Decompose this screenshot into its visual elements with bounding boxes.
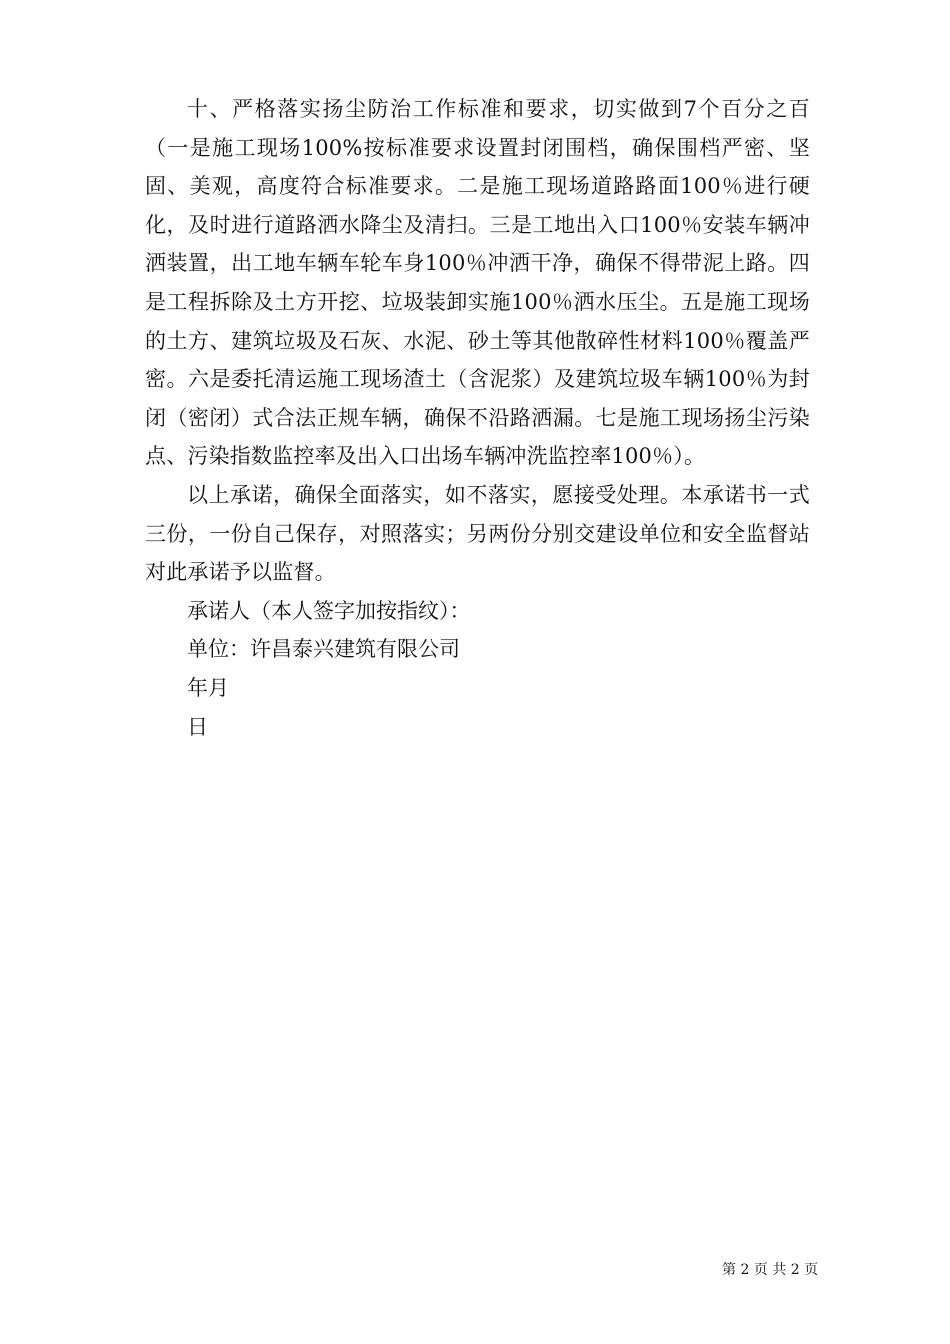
year-month-line: 年月 bbox=[187, 675, 229, 700]
page-number: 第 2 页 共 2 页 bbox=[722, 1262, 819, 1278]
document-body bbox=[145, 90, 810, 746]
unit-line: 单位：许昌泰兴建筑有限公司 bbox=[187, 637, 460, 662]
paragraph-dust-control: 十、严格落实扬尘防治工作标准和要求，切实做到7个百分之百（一是施工现场100%按标准要求设置封闭围档，确保围档严密、坚固、美观，高度符合标准要求。二是施工现场道路路面100％进行硬化，及时进行道路洒水降尘及清扫。三是工地出入口100％安装车辆冲洒装置，出工地车辆车轮车身100％冲洒干净，确保不得带泥上路。四是工程拆除及土方开挖、垃圾装卸实施100％洒水压尘。五是施工现场的土方、建筑垃圾及石灰、水泥、砂土等其他散碎性材料100％覆盖严密。六是委托清运施工现场渣土（含泥浆）及建筑垃圾车辆100％为封闭（密闭）式合法正规车辆，确保不沿路洒漏。七是施工现场扬尘污染点、污染指数监控率及出入口出场车辆冲洗监控率100％）。 bbox=[145, 97, 810, 469]
day-line: 日 bbox=[187, 714, 208, 739]
signer-line: 承诺人（本人签字加按指纹）： bbox=[187, 598, 471, 623]
paragraph-commitment: 以上承诺，确保全面落实，如不落实，愿接受处理。本承诺书一式三份，一份自己保存，对照落实；另两份分别交建设单位和安全监督站对此承诺予以监督。 bbox=[145, 482, 810, 585]
